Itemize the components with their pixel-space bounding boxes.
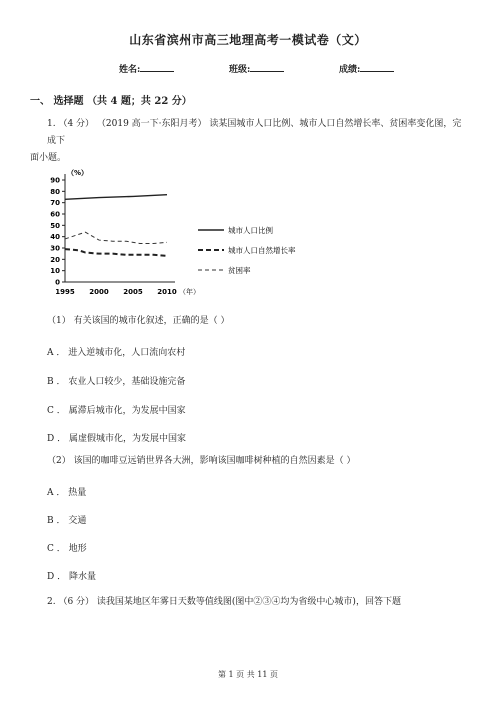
y-tick-label: 90 bbox=[50, 176, 60, 185]
question-2-stem bbox=[47, 594, 401, 611]
question-1-2-stem: （2） 该国的咖啡豆远销世界各大洲，影响该国咖啡树种植的自然因素是（ ） bbox=[47, 456, 356, 466]
y-tick-label: 0 bbox=[55, 278, 60, 287]
name-field bbox=[119, 62, 174, 75]
chart-plot-area bbox=[50, 169, 296, 296]
q1-1-option-a[interactable]: A ． 进入逆城市化，人口流向农村 bbox=[47, 348, 186, 358]
score-blank bbox=[360, 63, 394, 72]
y-tick-label: 40 bbox=[50, 233, 60, 242]
question-1-line1: （4 分） （2019 高一下·东阳月考） 读某国城市人口比例、城市人口自然增长率、贫困率变化图，完成下 bbox=[47, 119, 462, 146]
legend-label-2: 城市人口自然增长率 bbox=[228, 246, 296, 255]
q1-2-option-b[interactable]: B ． 交通 bbox=[47, 516, 87, 526]
question-number: 1. bbox=[47, 119, 56, 129]
question-2-text: （6 分） 读我国某地区年雾日天数等值线图(图中②③④均为省级中心城市)，回答下题 bbox=[58, 597, 401, 607]
y-tick-label: 30 bbox=[50, 244, 60, 253]
q1-2-option-d[interactable]: D ． 降水量 bbox=[47, 572, 96, 582]
question-2-number: 2. bbox=[47, 597, 56, 607]
y-tick-label: 20 bbox=[50, 255, 60, 264]
q1-1-option-b[interactable]: B ． 农业人口较少，基础设施完备 bbox=[47, 377, 186, 387]
q1-2-option-c[interactable]: C ． 地形 bbox=[47, 544, 87, 554]
series-line-1 bbox=[65, 195, 167, 200]
legend-label-3: 贫困率 bbox=[228, 266, 251, 275]
section-heading: 一、 选择题 （共 4 题；共 22 分） bbox=[30, 96, 192, 107]
name-blank bbox=[140, 63, 174, 72]
name-label: 姓名: bbox=[119, 65, 141, 75]
x-tick-label: 2010 bbox=[157, 288, 177, 296]
y-axis-label: （%） bbox=[67, 169, 89, 177]
series-line-3 bbox=[65, 232, 167, 243]
y-tick-label: 80 bbox=[50, 187, 60, 196]
legend-label-1: 城市人口比例 bbox=[228, 226, 273, 235]
question-1-line2: 面小题。 bbox=[30, 153, 67, 163]
population-chart bbox=[30, 164, 330, 299]
page-title: 山东省滨州市高三地理高考一模试卷（文） bbox=[129, 33, 367, 47]
class-blank bbox=[250, 63, 284, 72]
q1-1-option-d[interactable]: D ． 属虚假城市化，为发展中国家 bbox=[47, 434, 186, 444]
y-tick-label: 10 bbox=[50, 267, 60, 276]
score-field bbox=[339, 62, 394, 75]
y-tick-label: 50 bbox=[50, 221, 60, 230]
question-1-stem bbox=[30, 116, 467, 167]
y-tick-label: 60 bbox=[50, 210, 60, 219]
class-label: 班级: bbox=[229, 65, 251, 75]
x-tick-label: 2005 bbox=[123, 288, 143, 296]
y-tick-label: 70 bbox=[50, 199, 60, 208]
x-axis-label: （年） bbox=[179, 288, 200, 296]
q1-1-option-c[interactable]: C ． 属滞后城市化，为发展中国家 bbox=[47, 406, 186, 416]
q1-2-option-a[interactable]: A ． 热量 bbox=[47, 488, 87, 498]
series-line-2 bbox=[65, 249, 167, 256]
class-field bbox=[229, 62, 284, 75]
page-footer: 第 1 页 共 11 页 bbox=[218, 670, 278, 679]
x-tick-label: 2000 bbox=[89, 288, 109, 296]
score-label: 成绩: bbox=[339, 65, 361, 75]
question-1-1-stem: （1） 有关该国的城市化叙述，正确的是（ ） bbox=[47, 316, 230, 326]
x-tick-label: 1995 bbox=[55, 288, 75, 296]
